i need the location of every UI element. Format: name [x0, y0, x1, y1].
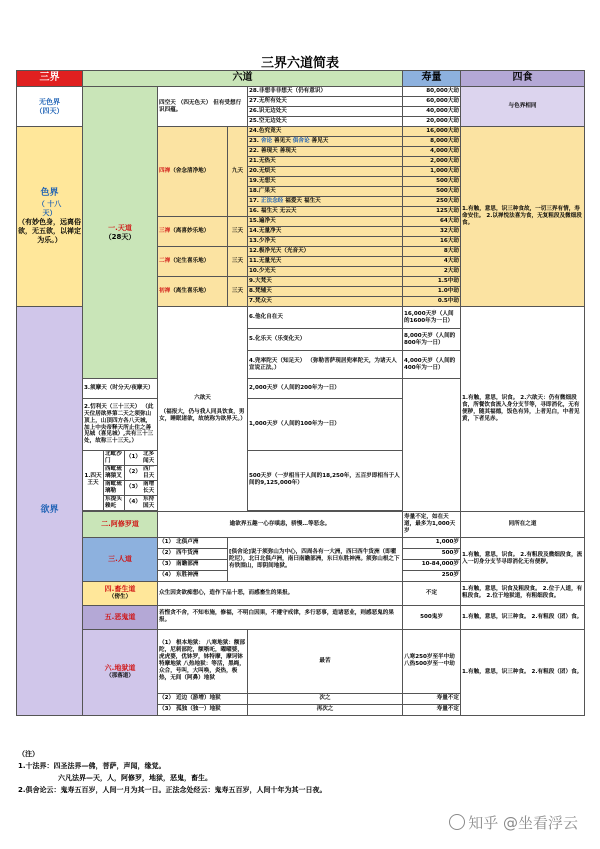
- lifespan-value: 寿量不定: [403, 693, 461, 704]
- wuse-heaven: 26.识无边处天: [248, 107, 403, 117]
- zhihu-logo-icon: [449, 814, 465, 830]
- diyu-label: 六.地狱道 （那落道）: [83, 629, 158, 715]
- se-heaven: 16. 福生天 无云天: [248, 207, 403, 217]
- lifespan-value: 250岁: [403, 570, 461, 581]
- siwang-name: 西毗琉璃猿叉: [104, 465, 125, 480]
- rendao-label: 三.人道: [83, 537, 158, 581]
- lifespan-value: 500鬼岁: [403, 605, 461, 629]
- lifespan-value: 250大劫: [403, 197, 461, 207]
- se-heaven: 20.无烦天: [248, 167, 403, 177]
- lifespan-value: 寿量不定: [403, 704, 461, 715]
- siwang-label: 1.四天王天: [83, 451, 104, 510]
- siwang-subtable: [83, 451, 157, 510]
- se-heaven: 8.梵辅天: [248, 287, 403, 297]
- lifespan-value: 1,000大劫: [403, 167, 461, 177]
- yu-food: 1.有触，意思，识食。 2.六欲天：仍有微细段食，所餐饮食流入身分支节等，寻即消化，无有便秽，随其福德，饭色有异，上者见白，中者见黄，下者见赤。: [461, 307, 585, 512]
- lifespan-value: 8,000大劫: [403, 137, 461, 147]
- chuchan-label: 初禅（离生喜乐地）: [158, 277, 228, 307]
- lifespan-value: 16,000天岁（人间的1600年为一日）: [403, 307, 461, 329]
- yu-heaven: 6.他化自在天: [248, 307, 403, 329]
- siwang-name: 北毗沙门: [104, 451, 125, 465]
- notes: [18, 748, 327, 796]
- diyu-level: 再次之: [248, 704, 403, 715]
- lifespan-value: 80,000大劫: [403, 87, 461, 97]
- realm-wuse: 无色界 （四天）: [17, 87, 83, 127]
- wuse-heaven: 25.空无边处天: [248, 117, 403, 127]
- chusheng-food: 1.有触，意思，识食及粗段食。 2.位于人道，有粗段食。 2.位于地狱道，有粗细段食。: [461, 581, 585, 605]
- sanchan-count: 三天: [228, 217, 248, 247]
- se-heaven: 19.无想天: [248, 177, 403, 187]
- sanchan-label: 三禅（离喜妙乐地）: [158, 217, 228, 247]
- lifespan-value: 1,000天岁（人间的100年为一日）: [248, 399, 403, 451]
- lifespan-value: 4大劫: [403, 257, 461, 267]
- lifespan-value: 4,000天岁（人间的400年为一日）: [403, 351, 461, 379]
- diyu-type: （2） 近边（游增）地狱: [158, 693, 248, 704]
- lifespan-value: 2,000天岁（人间的200年为一日）: [248, 379, 403, 399]
- lifespan-value: 40,000大劫: [403, 107, 461, 117]
- wuse-heaven: 28.非想非非想天（仍有意识）: [248, 87, 403, 97]
- lifespan-value: 寿量不定，如在天道，最多为1,000天岁: [403, 511, 461, 537]
- se-heaven: 22. 善现天 善现天: [248, 147, 403, 157]
- lifespan-value: 500大劫: [403, 187, 461, 197]
- lifespan-value: 16大劫: [403, 237, 461, 247]
- lifespan-value: 125大劫: [403, 207, 461, 217]
- siwang-name: 南毗琉璃勒: [104, 480, 125, 495]
- page-title: 三界六道简表: [260, 56, 339, 71]
- siwang-no: （3）: [124, 480, 142, 495]
- yu-heaven: 3.须摩天（时分天/夜摩天）: [83, 379, 158, 399]
- header-liudao: 六道: [83, 71, 403, 87]
- siwang-no: （1）: [124, 451, 142, 465]
- chusheng-label: 四.畜生道 （傍生）: [83, 581, 158, 605]
- continent: （1） 北俱卢洲: [158, 537, 228, 548]
- lifespan-value: 60,000大劫: [403, 97, 461, 107]
- lifespan-value: 500天岁（一岁相当于人间的18,250年，五百岁即相当于人间的9,125,000年）: [248, 451, 403, 511]
- wuse-heaven: 27.无所有处天: [248, 97, 403, 107]
- lifespan-value: 20,000大劫: [403, 117, 461, 127]
- asura-desc: 逾欲界五趣一心存嗔恚，骄慢…等恶念。: [158, 511, 403, 537]
- se-heaven: 12.极净光天（光音天）: [248, 247, 403, 257]
- watermark: 知乎 @坐看浮云: [449, 812, 578, 833]
- se-heaven: 17. 正法念经 福爱天 福生天: [248, 197, 403, 207]
- siwang-cell: [83, 451, 158, 511]
- se-heaven: 9.大梵天: [248, 277, 403, 287]
- wuse-food: 与色界相同: [461, 87, 585, 127]
- se-heaven: 15.遍净天: [248, 217, 403, 227]
- realm-se: 色界 （ 十八 天） （有妙色身，远离俗欲，无五欲，以禅定为乐。）: [17, 127, 83, 307]
- lifespan-value: 1.5中劫: [403, 277, 461, 287]
- sichan-count: 九天: [228, 127, 248, 217]
- se-heaven: 13.少净天: [248, 237, 403, 247]
- lifespan-value: 2,000大劫: [403, 157, 461, 167]
- asura-food: 同所在之道: [461, 511, 585, 537]
- lifespan-value: 32大劫: [403, 227, 461, 237]
- tiandao-label: 一.天道 （28天）: [83, 87, 158, 379]
- lifespan-value: 16,000大劫: [403, 127, 461, 137]
- lifespan-value: 4,000大劫: [403, 147, 461, 157]
- lifespan-value: 500岁: [403, 548, 461, 559]
- erchan-label: 二禅（定生喜乐地）: [158, 247, 228, 277]
- siwang-loc: 南增长天: [142, 480, 157, 495]
- chusheng-desc: 众生因贪欲痴想心，造作下品十恶，而感畜生的果报。: [158, 581, 403, 605]
- siwang-name: 东提头赖吒: [105, 495, 122, 509]
- se-heaven: 24.色究竟天: [248, 127, 403, 137]
- asura-label: 二.阿修罗道: [83, 511, 158, 537]
- sichan-label: 四禅（舍念清净地）: [158, 127, 228, 217]
- lifespan-value: 2大劫: [403, 267, 461, 277]
- realm-yu: 欲界: [17, 307, 83, 716]
- yu-heaven: 5.化乐天（乐变化天）: [248, 329, 403, 351]
- header-shouliang: 寿量: [403, 71, 461, 87]
- diyu-desc: （1） 根本地狱： 八寒地狱：额部陀，尼刺部陀，额哳吒，曜曜婆，虎虎婆，优钵罗，钵特摩，摩诃钵特摩地狱 八热地狱：等活，黑绳，众合，号叫，大叫唤，炎热，极热，无间（阿鼻）地狱: [158, 629, 248, 693]
- realm-table: [16, 70, 585, 716]
- header-sanjie: 三界: [17, 71, 83, 87]
- chuchan-count: 三天: [228, 277, 248, 307]
- erchan-count: 三天: [228, 247, 248, 277]
- lifespan-value: 8,000天岁（人间的800年为一日）: [403, 329, 461, 351]
- se-heaven: 11.无量光天: [248, 257, 403, 267]
- lifespan-value: 八寒250岁至半中劫 八热500岁至一中劫: [403, 629, 461, 693]
- egui-label: 五.恶鬼道: [83, 605, 158, 629]
- diyu-level: 次之: [248, 693, 403, 704]
- egui-desc: 若悭贪不舍，不知布施，修福，不明白因果，不遵守戒律，多行恶事，造诸恶业，则感恶鬼的果报。: [158, 605, 403, 629]
- continent: （4） 东胜神洲: [158, 570, 228, 581]
- diyu-level: 最苦: [248, 629, 403, 693]
- se-heaven: 18.广果天: [248, 187, 403, 197]
- wuse-group: 四空天 （四无色天） 但有受想行识四蕴。: [158, 87, 248, 127]
- diyu-type: （3） 孤独（独一）地狱: [158, 704, 248, 715]
- lifespan-value: 0.5中劫: [403, 297, 461, 307]
- table-header: [17, 71, 585, 87]
- note-line: 1.十法界：四圣法界—佛，菩萨，声闻，缘觉。: [18, 762, 166, 770]
- se-food: 1.有触，意思，识三种食故，一切三界有情，寿命安住。 2.以禅悦法喜为食，无复粗段及微细段食。: [461, 127, 585, 307]
- se-heaven: 23. 舍论 善见天 俱舍论 善见天: [248, 137, 403, 147]
- egui-food: 1.有触，意思，识三种食。 2.有粗段（团）食。: [461, 605, 585, 629]
- note-line: （注）: [18, 750, 39, 758]
- lifespan-value: 1,000岁: [403, 537, 461, 548]
- note-line: 六凡法界—天，人，阿修罗，地狱，恶鬼，畜生。: [58, 774, 212, 782]
- diyu-food: 1.有触，意思，识三种食。 2.有粗段（团）食。: [461, 629, 585, 715]
- ren-food: 1.有触，意思，识食。 2.有粗段及微细段食，流入一切身分支节寻即消化无有便秽。: [461, 537, 585, 581]
- yu-heaven: 4.兜率陀天（知足天） （弥勒菩萨现居兜率陀天，为诸天人宣说正法。）: [248, 351, 403, 379]
- se-heaven: 10.少光天: [248, 267, 403, 277]
- liuyu-label: 六欲天 （福报大，仍与我人同具饮食，男女，睡眠诸欲，故统称为欲界天。）: [158, 307, 248, 512]
- lifespan-value: 10-84,000岁: [403, 559, 461, 570]
- continent: （3） 南瞻部洲: [158, 559, 228, 570]
- se-heaven: 14.无量净天: [248, 227, 403, 237]
- ren-desc: [俱舍论]说于须弥山为中心，四周各有一大洲，西曰西牛货洲（即瞿陀尼），北曰北俱卢洲，南曰南瞻部洲，东曰东胜神洲。须弥山根之下有铁围山，即阴间地狱。: [228, 537, 403, 581]
- note-line: 2.俱舍论云：鬼寿五百岁，人间一月为其一日。正法念处经云：鬼寿五百岁，人间十年为其一日夜。: [18, 786, 327, 794]
- lifespan-value: 8大劫: [403, 247, 461, 257]
- lifespan-value: 不定: [403, 581, 461, 605]
- siwang-loc: 东持国天: [143, 495, 155, 509]
- siwang-loc: 北多闻天: [142, 451, 157, 465]
- lifespan-value: 500大劫: [403, 177, 461, 187]
- continent: （2） 西牛货洲: [158, 548, 228, 559]
- se-heaven: 21.无热天: [248, 157, 403, 167]
- lifespan-value: 1.0中劫: [403, 287, 461, 297]
- siwang-loc: 西广目天: [142, 465, 157, 480]
- siwang-no: （4）: [124, 495, 142, 509]
- yu-heaven: 2.忉利天（三十三天） （此天位居欲界第二天之须弥山顶上，山顶四方各八天城，加上中央帝释天所止住之善见城（喜见城）,共有三十三处，故称三十三天。）: [83, 399, 158, 451]
- lifespan-value: 64大劫: [403, 217, 461, 227]
- header-sishi: 四食: [461, 71, 585, 87]
- siwang-no: （2）: [124, 465, 142, 480]
- se-heaven: 7.梵众天: [248, 297, 403, 307]
